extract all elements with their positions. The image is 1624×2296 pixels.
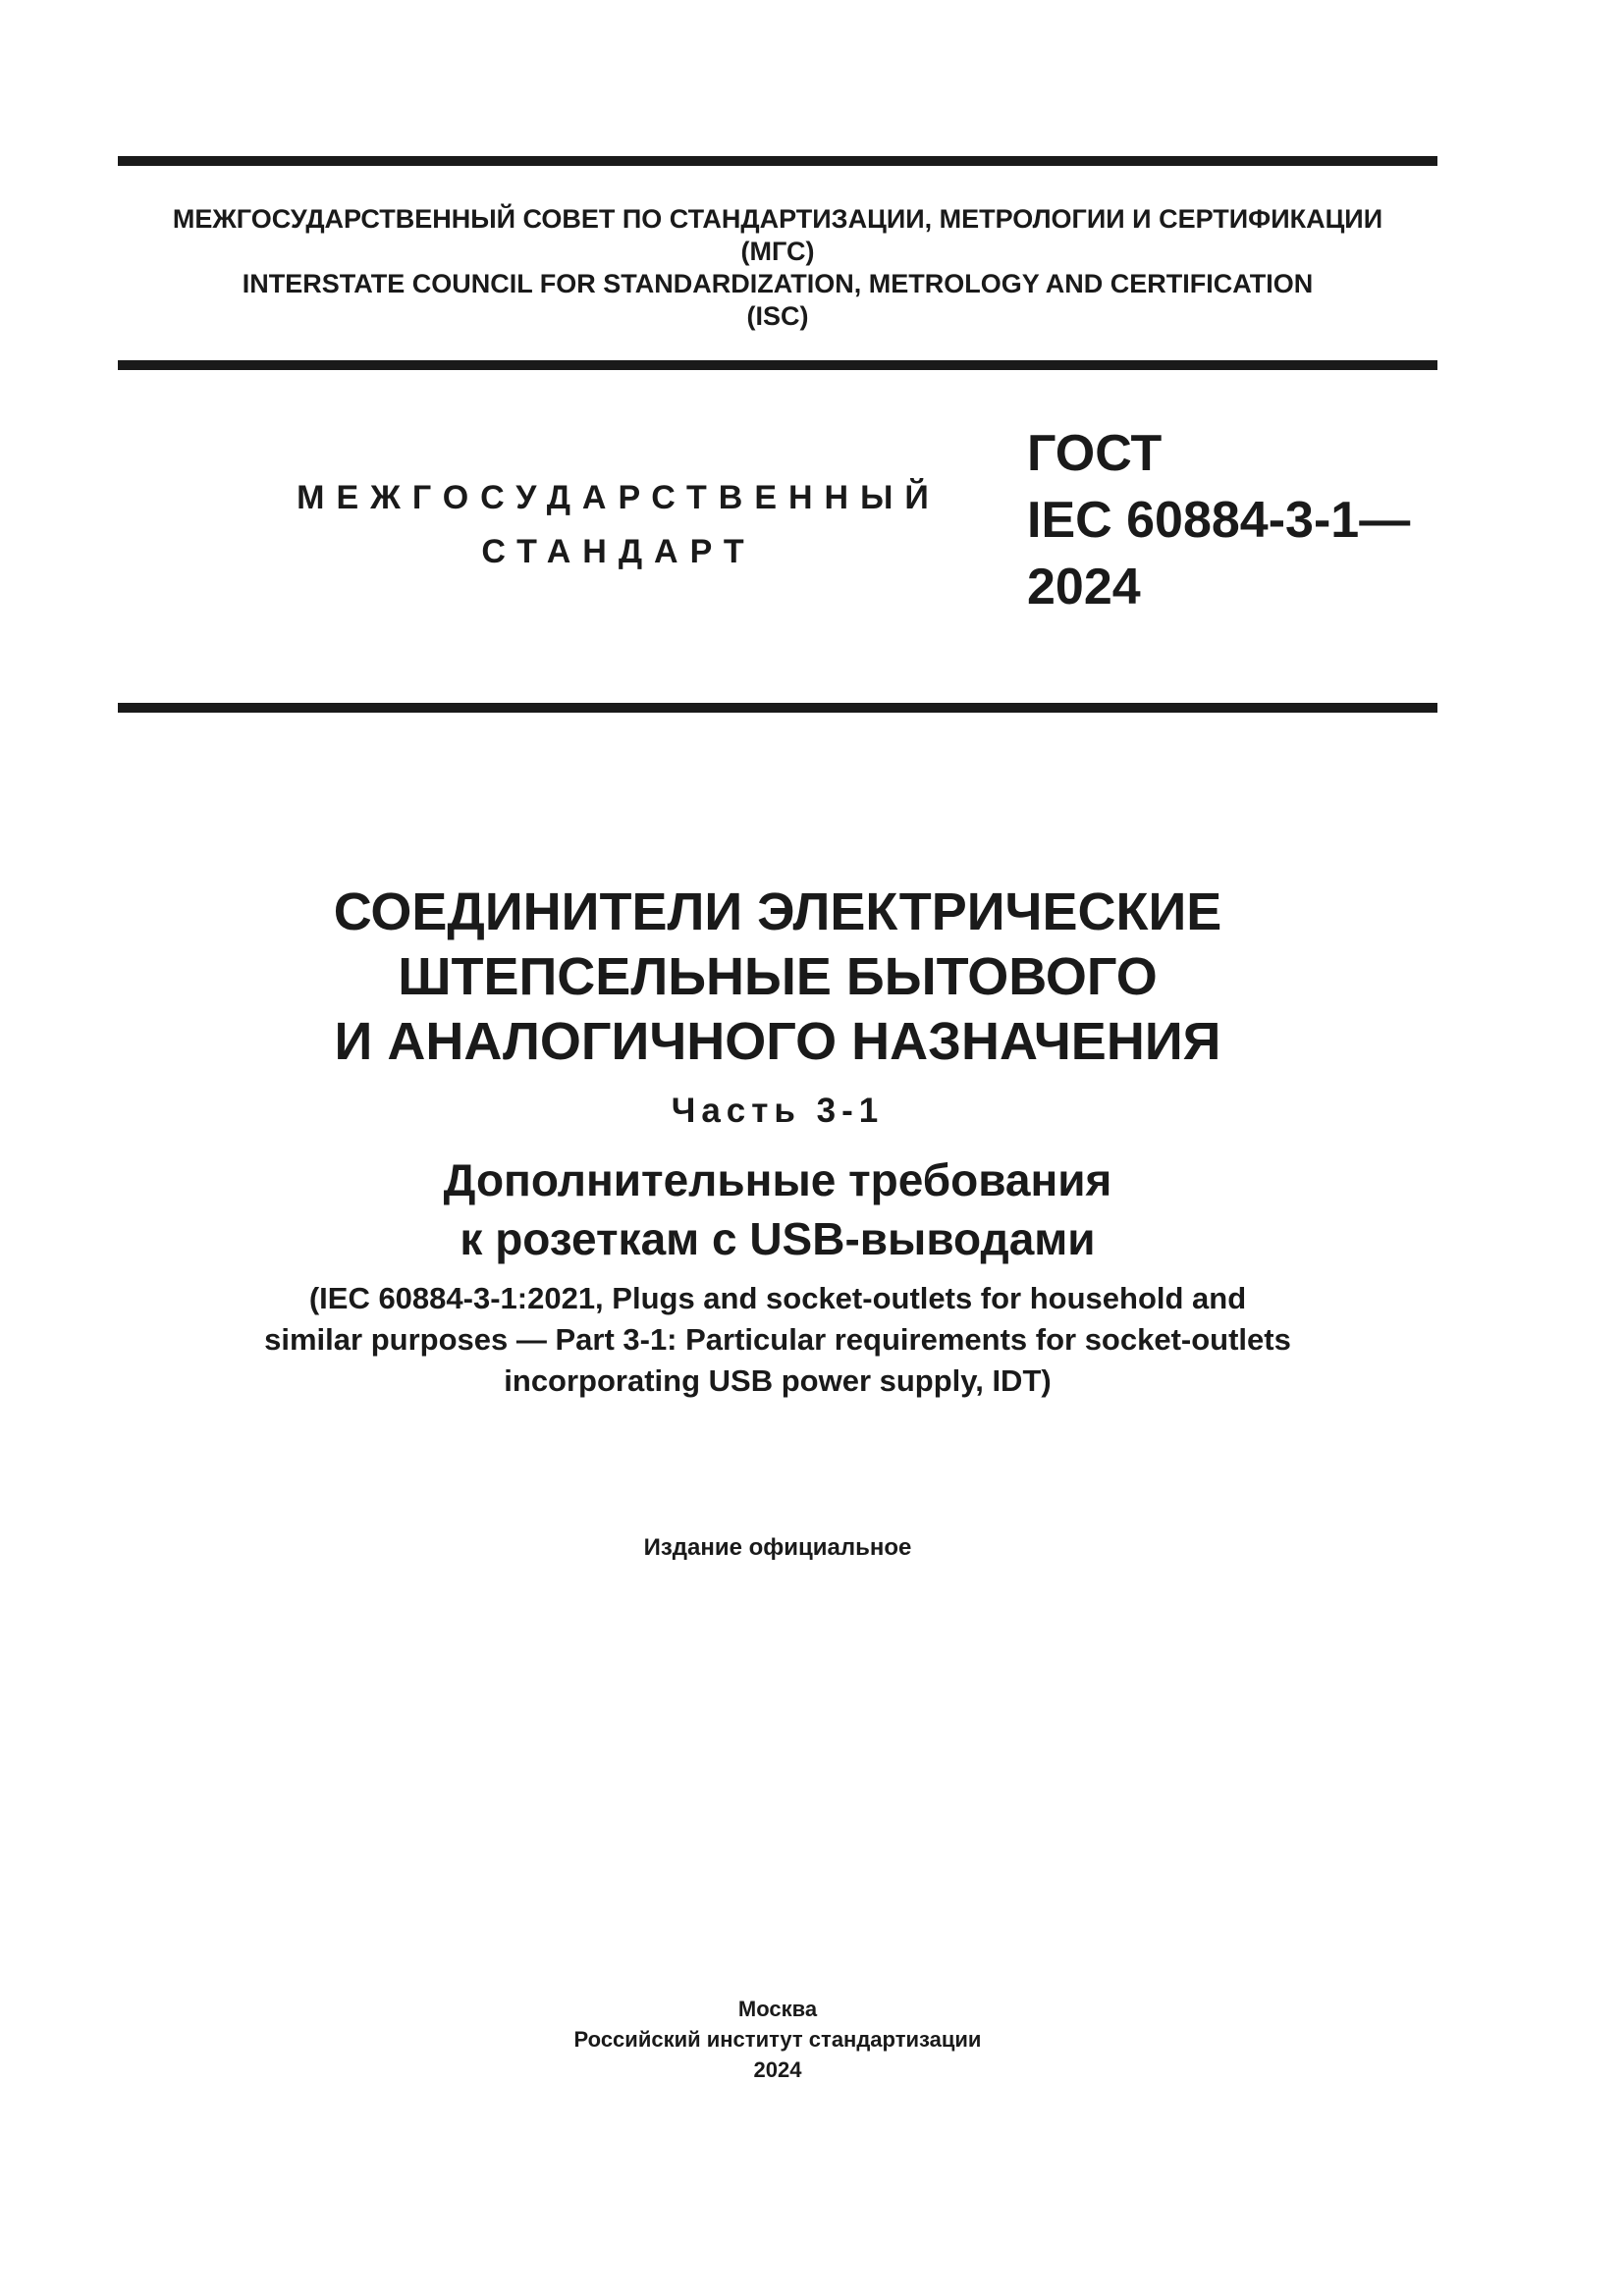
- designation-line-2: IEC 60884-3-1—: [1027, 492, 1411, 549]
- standard-type-line-1: МЕЖГОСУДАРСТВЕННЫЙ: [297, 479, 941, 516]
- title-line-3: И АНАЛОГИЧНОГО НАЗНАЧЕНИЯ: [334, 1012, 1221, 1071]
- title-line-1: СОЕДИНИТЕЛИ ЭЛЕКТРИЧЕСКИЕ: [333, 882, 1222, 941]
- idt-reference: [118, 1278, 1437, 1402]
- council-name-en: INTERSTATE COUNCIL FOR STANDARDIZATION, METROLOGY AND CERTIFICATION: [242, 269, 1314, 298]
- imprint-city: Москва: [737, 1997, 818, 2021]
- council-abbr-ru: (МГС): [740, 237, 815, 266]
- council-name-ru: МЕЖГОСУДАРСТВЕННЫЙ СОВЕТ ПО СТАНДАРТИЗАЦИИ, МЕТРОЛОГИИ И СЕРТИФИКАЦИИ: [172, 204, 1383, 234]
- document-title: [118, 880, 1437, 1074]
- idt-reference-line-1: (IEC 60884-3-1:2021, Plugs and socket-outlets for household and: [308, 1281, 1247, 1315]
- edition-label: Издание официальное: [643, 1534, 912, 1561]
- council-header: [118, 203, 1437, 333]
- designation-line-3: 2024: [1027, 559, 1141, 615]
- subtitle-line-2: к розеткам с USB-выводами: [460, 1213, 1096, 1264]
- idt-reference-line-2: similar purposes — Part 3-1: Particular requirements for socket-outlets: [264, 1322, 1291, 1357]
- designation-line-1: ГОСТ: [1027, 425, 1163, 482]
- idt-reference-line-3: incorporating USB power supply, IDT): [504, 1363, 1052, 1398]
- header-divider: [118, 360, 1437, 370]
- standard-type-label: [295, 471, 943, 579]
- part-label: Часть 3-1: [671, 1092, 885, 1130]
- council-abbr-en: (ISC): [746, 301, 809, 331]
- subtitle-line-1: Дополнительные требования: [443, 1154, 1112, 1205]
- imprint-publisher: Российский институт стандартизации: [573, 2027, 982, 2052]
- imprint: [118, 1994, 1437, 2085]
- standard-designation: [1027, 420, 1410, 620]
- top-rule: [118, 156, 1437, 166]
- title-line-2: ШТЕПСЕЛЬНЫЕ БЫТОВОГО: [398, 947, 1158, 1006]
- standard-type-line-2: СТАНДАРТ: [481, 533, 756, 570]
- designation-divider: [118, 703, 1437, 713]
- document-subtitle: [118, 1150, 1437, 1268]
- title-block: [118, 880, 1437, 1402]
- imprint-year: 2024: [753, 2057, 802, 2082]
